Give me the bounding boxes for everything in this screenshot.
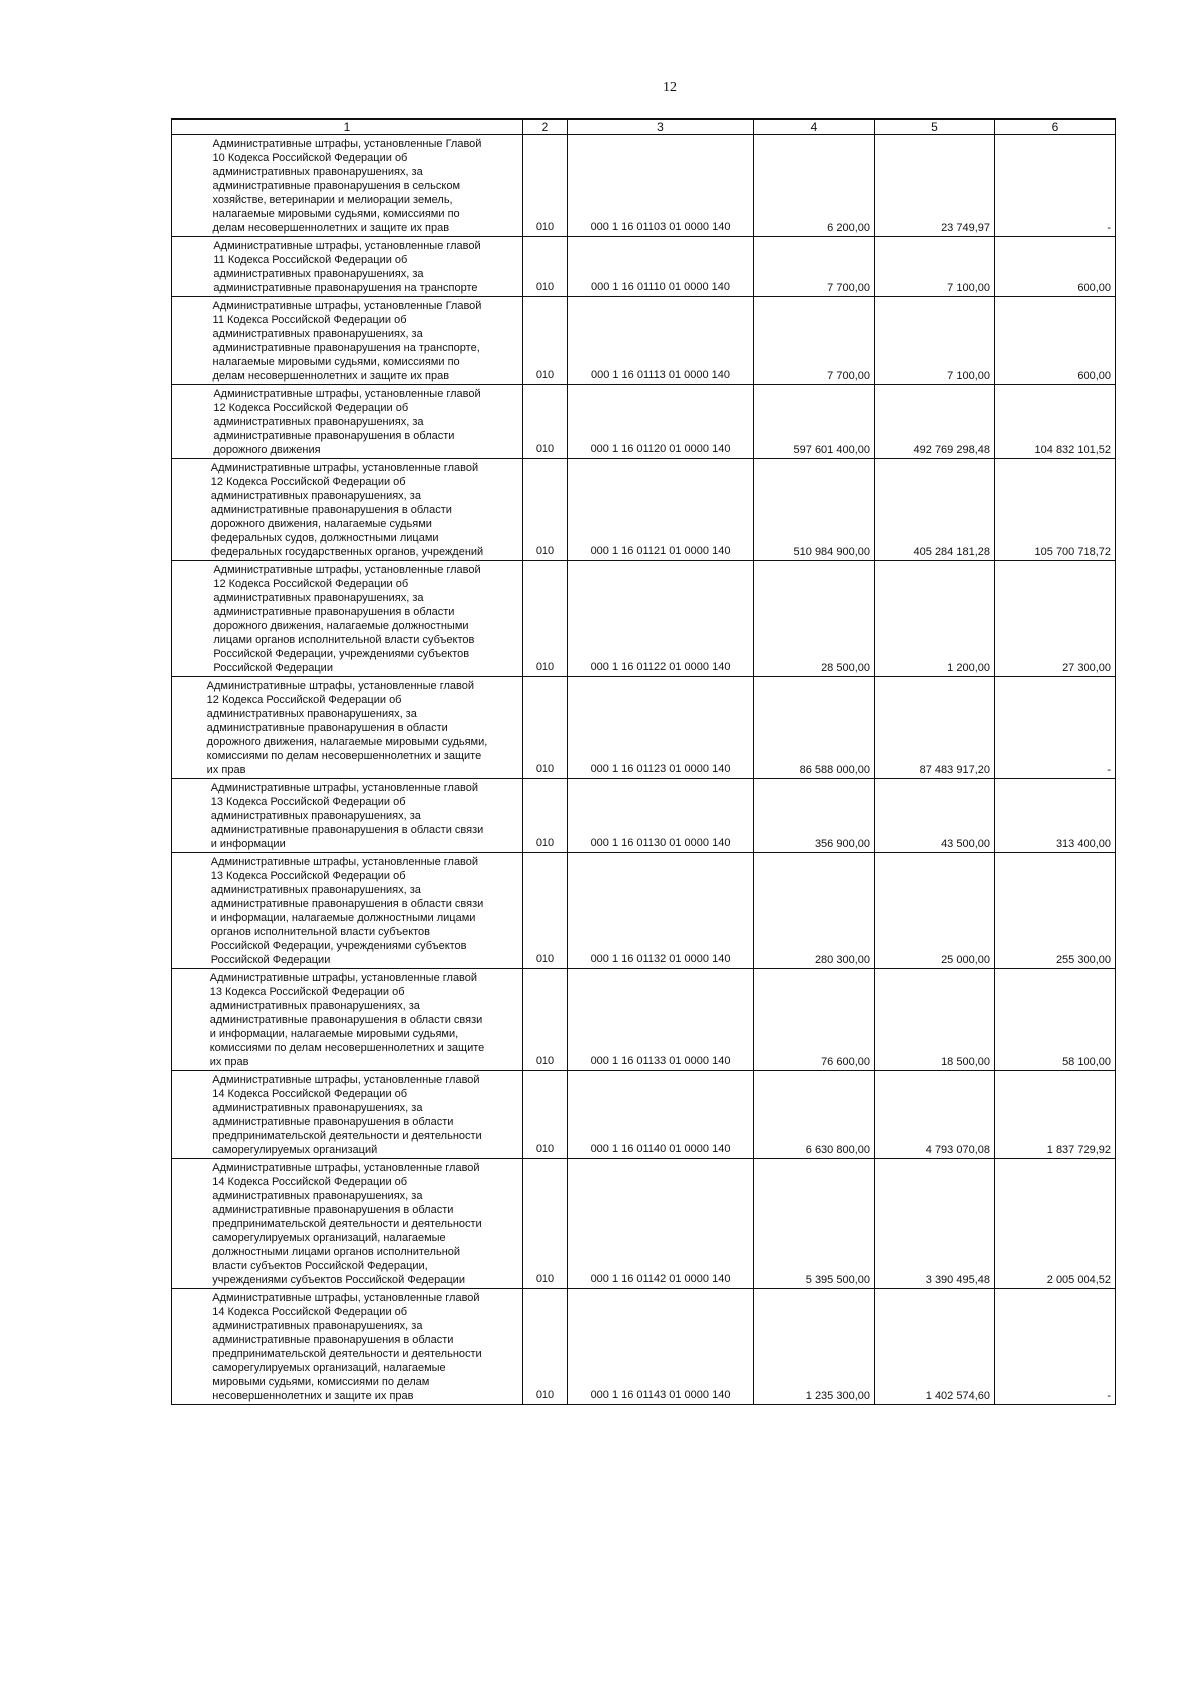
row-kbk-cell: 000 1 16 01123 01 0000 140: [568, 677, 754, 779]
row-col4-cell: 7 700,00: [754, 297, 875, 385]
row-col4-cell: 7 700,00: [754, 237, 875, 297]
row-col5-cell: 18 500,00: [875, 969, 995, 1071]
row-code-cell: 010: [523, 297, 568, 385]
row-col4-cell: 28 500,00: [754, 561, 875, 677]
row-code-cell: 010: [523, 237, 568, 297]
row-name-text: Административные штрафы, установленные главой 14 Кодекса Российской Федерации об административных правонарушениях, за административные правонарушения в области предпринимательской деятельности и деятельности саморегулируемых организаций: [212, 1074, 482, 1156]
row-col4-cell: 510 984 900,00: [754, 459, 875, 561]
row-name-cell: [172, 1071, 523, 1159]
column-header: 6: [995, 119, 1116, 135]
table-row: [172, 135, 1116, 237]
row-col5-cell: 25 000,00: [875, 853, 995, 969]
row-kbk-cell: 000 1 16 01122 01 0000 140: [568, 561, 754, 677]
row-kbk-cell: 000 1 16 01143 01 0000 140: [568, 1289, 754, 1405]
row-col6-cell: -: [995, 677, 1116, 779]
row-code-cell: 010: [523, 1289, 568, 1405]
table-row: [172, 1289, 1116, 1405]
row-name-text: Административные штрафы, установленные главой 14 Кодекса Российской Федерации об административных правонарушениях, за административные правонарушения в области предпринимательской деятельности и деятельности саморегулируемых организаций, налагаемые должностными лицами органов исполнительной власти субъектов Российской Федерации, учреждениями субъектов Российской Федерации: [212, 1162, 482, 1286]
row-col5-cell: 3 390 495,48: [875, 1159, 995, 1289]
row-name-text: Административные штрафы, установленные главой 13 Кодекса Российской Федерации об административных правонарушениях, за административные правонарушения в области связи и информации: [210, 782, 484, 850]
row-name-cell: [172, 297, 523, 385]
row-kbk-cell: 000 1 16 01140 01 0000 140: [568, 1071, 754, 1159]
header-row: [172, 119, 1116, 135]
page-number: 12: [663, 80, 677, 95]
row-col6-cell: 313 400,00: [995, 779, 1116, 853]
row-col4-cell: 356 900,00: [754, 779, 875, 853]
row-code-cell: 010: [523, 779, 568, 853]
row-col6-cell: 2 005 004,52: [995, 1159, 1116, 1289]
table-row: [172, 297, 1116, 385]
table-row: [172, 237, 1116, 297]
row-col5-cell: 405 284 181,28: [875, 459, 995, 561]
row-col4-cell: 280 300,00: [754, 853, 875, 969]
row-name-text: Административные штрафы, установленные главой 11 Кодекса Российской Федерации об административных правонарушениях, за административные правонарушения на транспорте: [213, 240, 481, 294]
table-row: [172, 1159, 1116, 1289]
table-row: [172, 459, 1116, 561]
table-row: [172, 385, 1116, 459]
row-kbk-cell: 000 1 16 01110 01 0000 140: [568, 237, 754, 297]
row-name-text: Административные штрафы, установленные Главой 10 Кодекса Российской Федерации об административных правонарушениях, за административные правонарушения в сельском хозяйстве, ветеринарии и мелиорации земель, налагаемые мировыми судьями, комиссиями по делам несовершеннолетних и защите их прав: [212, 138, 482, 234]
row-col6-cell: 1 837 729,92: [995, 1071, 1116, 1159]
row-name-cell: [172, 459, 523, 561]
row-name-cell: [172, 1159, 523, 1289]
row-col5-cell: 87 483 917,20: [875, 677, 995, 779]
row-name-cell: [172, 237, 523, 297]
column-header: 3: [568, 119, 754, 135]
table-row: [172, 561, 1116, 677]
table-row: [172, 969, 1116, 1071]
row-code-cell: 010: [523, 561, 568, 677]
row-col5-cell: 4 793 070,08: [875, 1071, 995, 1159]
row-kbk-cell: 000 1 16 01103 01 0000 140: [568, 135, 754, 237]
row-code-cell: 010: [523, 1159, 568, 1289]
row-col6-cell: 105 700 718,72: [995, 459, 1116, 561]
row-col5-cell: 1 200,00: [875, 561, 995, 677]
row-col5-cell: 43 500,00: [875, 779, 995, 853]
row-col4-cell: 6 630 800,00: [754, 1071, 875, 1159]
row-kbk-cell: 000 1 16 01120 01 0000 140: [568, 385, 754, 459]
row-kbk-cell: 000 1 16 01132 01 0000 140: [568, 853, 754, 969]
row-col6-cell: 600,00: [995, 297, 1116, 385]
row-code-cell: 010: [523, 853, 568, 969]
row-col4-cell: 5 395 500,00: [754, 1159, 875, 1289]
revenue-table: [171, 118, 1116, 1405]
row-col6-cell: 255 300,00: [995, 853, 1116, 969]
row-name-text: Административные штрафы, установленные Главой 11 Кодекса Российской Федерации об административных правонарушениях, за административные правонарушения на транспорте, налагаемые мировыми судьями, комиссиями по делам несовершеннолетних и защите их прав: [212, 300, 482, 382]
row-col5-cell: 23 749,97: [875, 135, 995, 237]
row-code-cell: 010: [523, 969, 568, 1071]
row-name-cell: [172, 779, 523, 853]
row-name-text: Административные штрафы, установленные главой 13 Кодекса Российской Федерации об административных правонарушениях, за административные правонарушения в области связи и информации, налагаемые должностными лицами органов исполнительной власти субъектов Российской Федерации, учреждениями субъектов Российской Федерации: [210, 856, 484, 966]
row-name-text: Административные штрафы, установленные главой 14 Кодекса Российской Федерации об административных правонарушениях, за административные правонарушения в области предпринимательской деятельности и деятельности саморегулируемых организаций, налагаемые мировыми судьями, комиссиями по делам несовершеннолетних и защите их прав: [212, 1292, 482, 1402]
row-kbk-cell: 000 1 16 01121 01 0000 140: [568, 459, 754, 561]
row-kbk-cell: 000 1 16 01133 01 0000 140: [568, 969, 754, 1071]
table-row: [172, 1071, 1116, 1159]
row-name-text: Административные штрафы, установленные главой 13 Кодекса Российской Федерации об административных правонарушениях, за административные правонарушения в области связи и информации, налагаемые мировыми судьями, комиссиями по делам несовершеннолетних и защите их прав: [209, 972, 485, 1068]
row-kbk-cell: 000 1 16 01113 01 0000 140: [568, 297, 754, 385]
row-code-cell: 010: [523, 135, 568, 237]
column-header: 1: [172, 119, 523, 135]
row-name-text: Административные штрафы, установленные главой 12 Кодекса Российской Федерации об административных правонарушениях, за административные правонарушения в области дорожного движения: [213, 388, 481, 456]
row-col4-cell: 597 601 400,00: [754, 385, 875, 459]
table-row: [172, 779, 1116, 853]
row-col4-cell: 76 600,00: [754, 969, 875, 1071]
row-code-cell: 010: [523, 385, 568, 459]
row-name-text: Административные штрафы, установленные главой 12 Кодекса Российской Федерации об административных правонарушениях, за административные правонарушения в области дорожного движения, налагаемые судьями федеральных судов, должностными лицами федеральных государственных органов, учреждений: [210, 462, 484, 558]
row-col6-cell: -: [995, 135, 1116, 237]
row-code-cell: 010: [523, 677, 568, 779]
column-header: 4: [754, 119, 875, 135]
row-col5-cell: 7 100,00: [875, 237, 995, 297]
row-col6-cell: -: [995, 1289, 1116, 1405]
row-col5-cell: 1 402 574,60: [875, 1289, 995, 1405]
table-row: [172, 677, 1116, 779]
row-name-cell: [172, 853, 523, 969]
row-code-cell: 010: [523, 1071, 568, 1159]
row-name-cell: [172, 1289, 523, 1405]
table-row: [172, 853, 1116, 969]
row-col6-cell: 27 300,00: [995, 561, 1116, 677]
column-header: 5: [875, 119, 995, 135]
row-name-cell: [172, 385, 523, 459]
row-col6-cell: 104 832 101,52: [995, 385, 1116, 459]
row-kbk-cell: 000 1 16 01130 01 0000 140: [568, 779, 754, 853]
row-col6-cell: 58 100,00: [995, 969, 1116, 1071]
row-name-text: Административные штрафы, установленные главой 12 Кодекса Российской Федерации об административных правонарушениях, за административные правонарушения в области дорожного движения, налагаемые должностными лицами органов исполнительной власти субъектов Российской Федерации, учреждениями субъектов Российской Федерации: [213, 564, 481, 674]
row-col4-cell: 6 200,00: [754, 135, 875, 237]
row-col5-cell: 492 769 298,48: [875, 385, 995, 459]
row-col4-cell: 1 235 300,00: [754, 1289, 875, 1405]
row-name-text: Административные штрафы, установленные главой 12 Кодекса Российской Федерации об административных правонарушениях, за административные правонарушения в области дорожного движения, налагаемые мировыми судьями, комиссиями по делам несовершеннолетних и защите их прав: [206, 680, 488, 776]
row-col4-cell: 86 588 000,00: [754, 677, 875, 779]
row-code-cell: 010: [523, 459, 568, 561]
column-header: 2: [523, 119, 568, 135]
row-name-cell: [172, 561, 523, 677]
row-col5-cell: 7 100,00: [875, 297, 995, 385]
row-col6-cell: 600,00: [995, 237, 1116, 297]
row-kbk-cell: 000 1 16 01142 01 0000 140: [568, 1159, 754, 1289]
row-name-cell: [172, 135, 523, 237]
row-name-cell: [172, 677, 523, 779]
row-name-cell: [172, 969, 523, 1071]
